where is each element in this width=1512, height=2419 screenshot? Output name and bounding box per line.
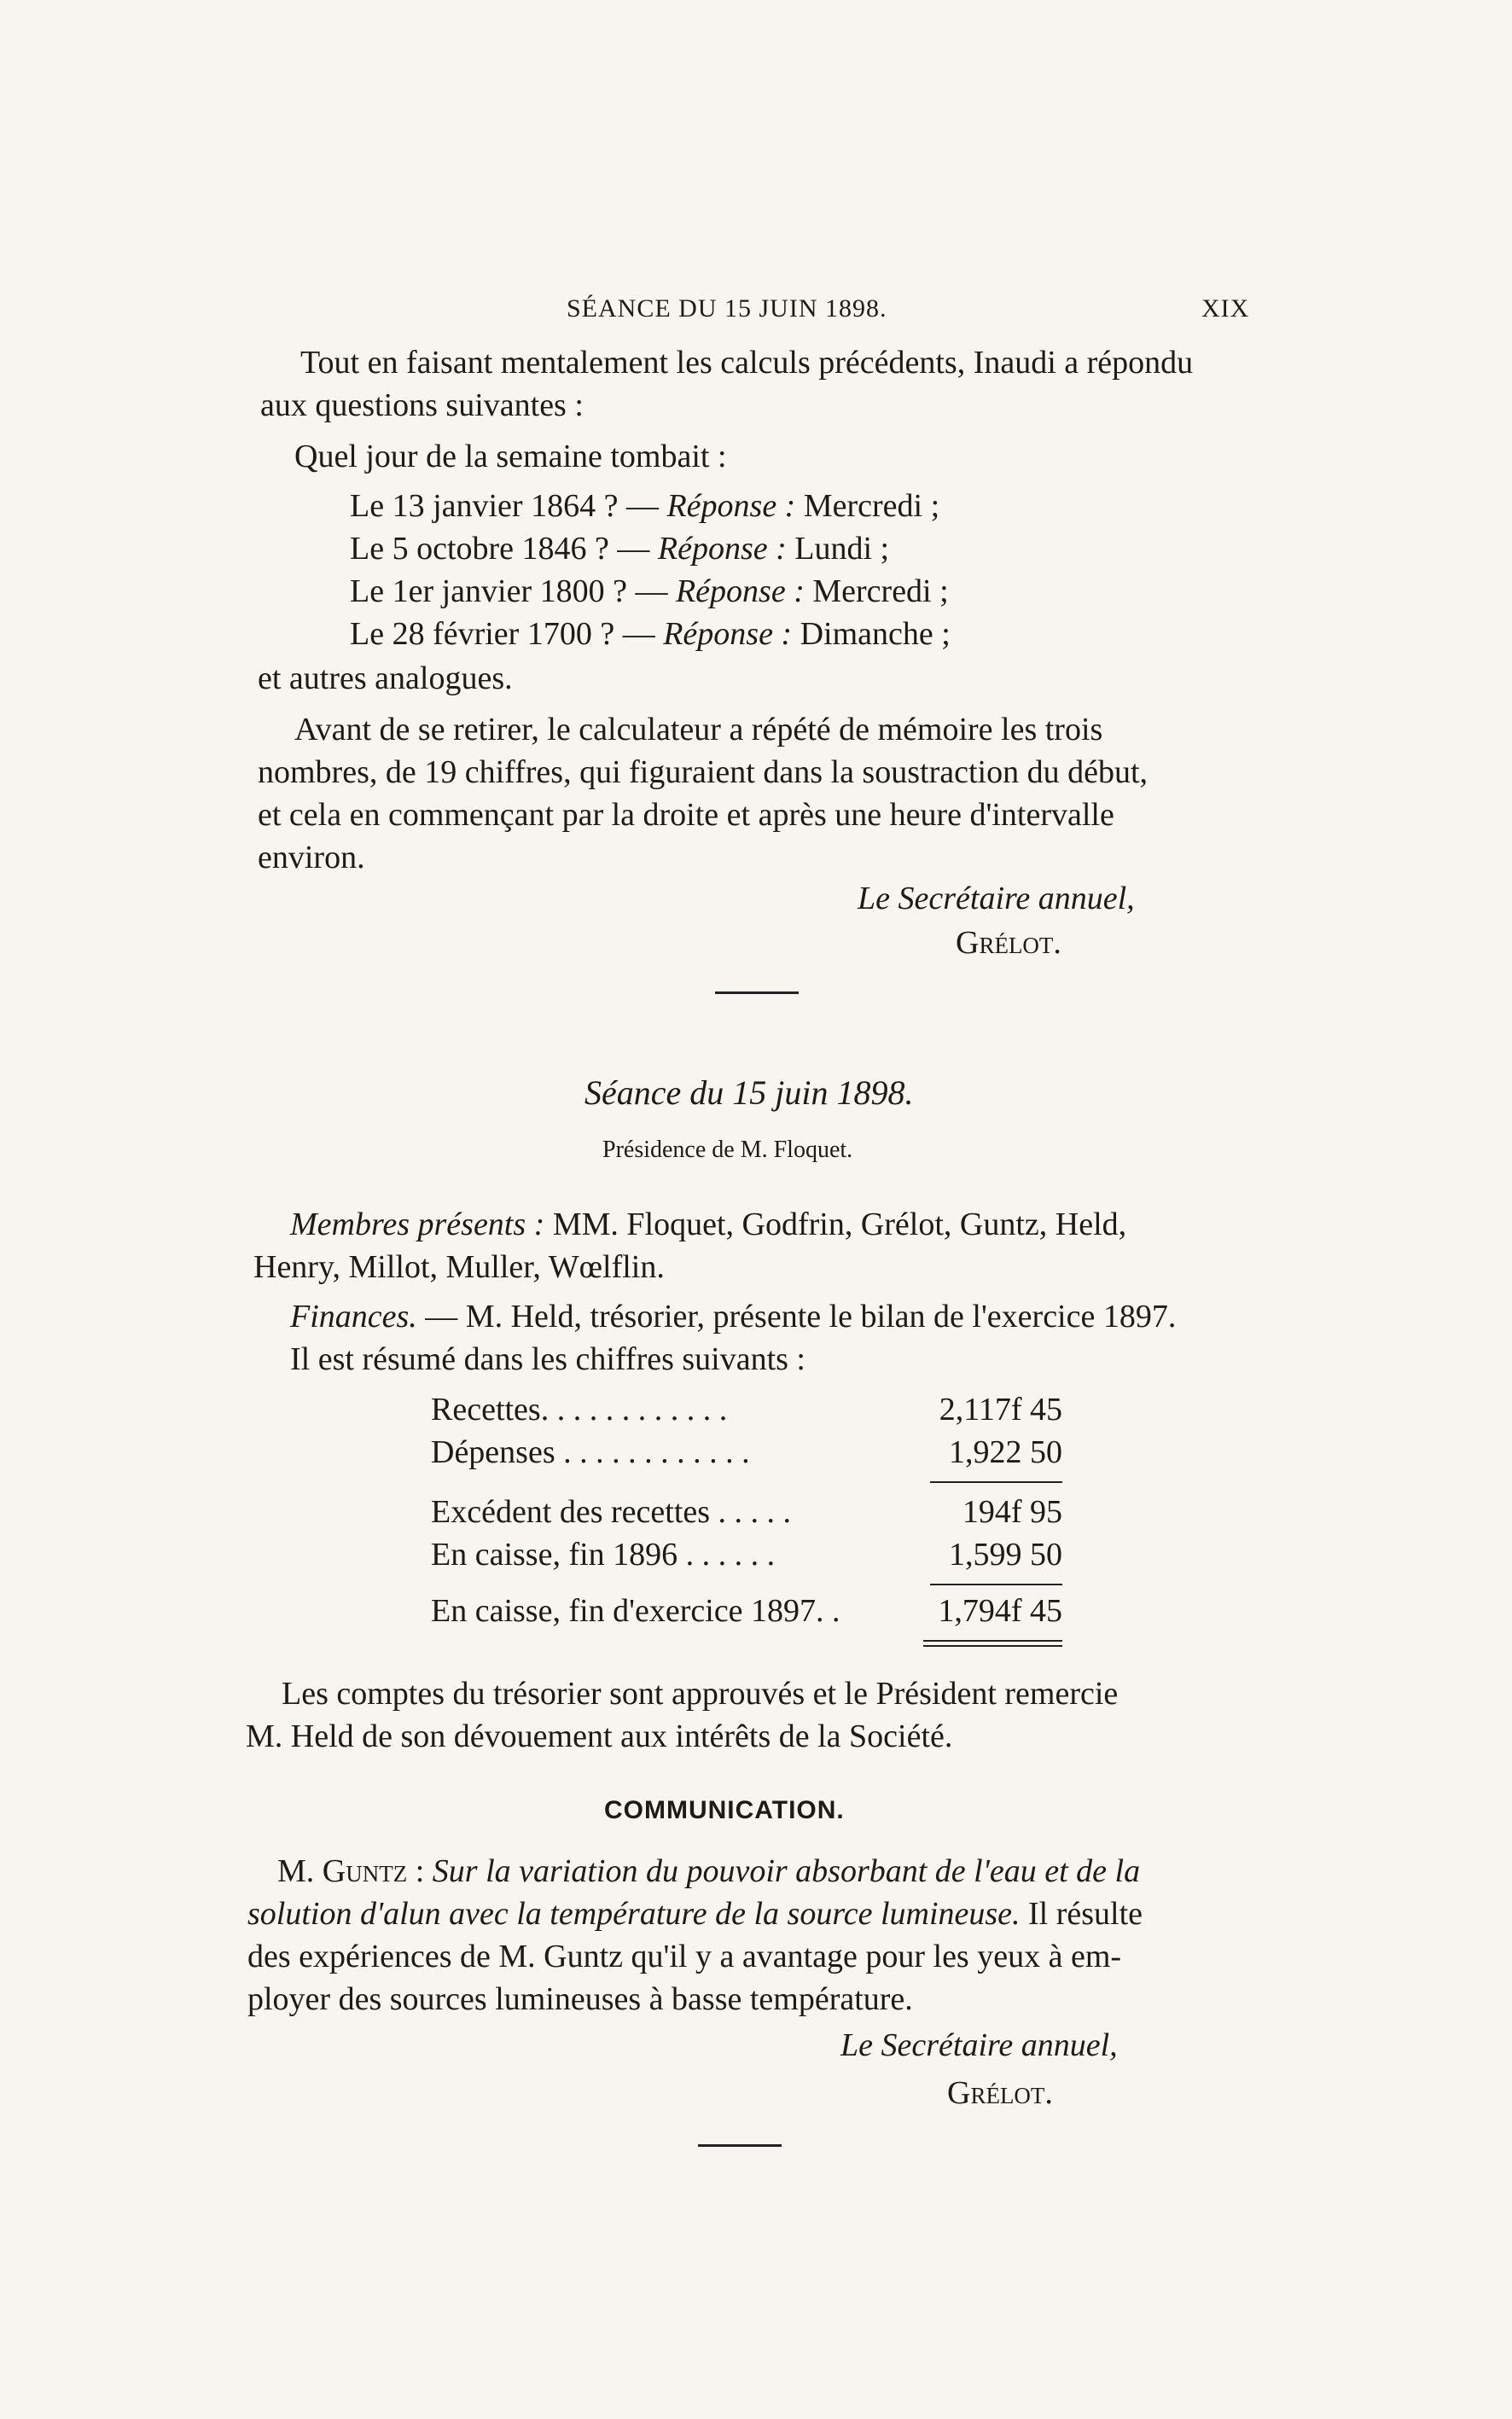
table-row-total — [431, 1592, 1062, 1635]
communication-line-4: ployer des sources lumineuses à basse température. — [247, 1981, 913, 2017]
qa-reponse-label: Réponse : — [657, 531, 787, 567]
row-amount: 1,922 50 — [949, 1434, 1062, 1470]
table-row — [431, 1391, 1062, 1433]
qa-reponse-label: Réponse : — [663, 616, 793, 652]
qa-answer: Lundi ; — [794, 531, 890, 567]
finances-label: Finances. — [290, 1299, 417, 1335]
row-label: Recettes. . . . . . . . . . . . — [431, 1392, 728, 1428]
finances-line-2: Il est résumé dans les chiffres suivants : — [290, 1341, 805, 1377]
membres-line-1 — [290, 1203, 1126, 1246]
signature-role: Le Secrétaire annuel, — [840, 2027, 1118, 2063]
paragraph-line: nombres, de 19 chiffres, qui figuraient dans la soustraction du début, — [258, 754, 1148, 790]
qa-answer: Mercredi ; — [812, 573, 949, 609]
communication-heading: COMMUNICATION. — [604, 1796, 845, 1824]
section-divider — [715, 991, 799, 994]
intro-question: Quel jour de la semaine tombait : — [294, 439, 727, 474]
row-label: Excédent des recettes . . . . . — [431, 1494, 792, 1530]
presidence: Présidence de M. Floquet. — [602, 1137, 853, 1163]
row-amount: 1,794f 45 — [938, 1593, 1062, 1629]
row-label: En caisse, fin d'exercice 1897. . — [431, 1593, 840, 1629]
communication-line-3: des expériences de M. Guntz qu'il y a avantage pour les yeux à em- — [247, 1939, 1122, 1974]
table-row — [431, 1433, 1062, 1476]
seance-title: Séance du 15 juin 1898. — [584, 1073, 914, 1112]
signature-name: Grélot. — [947, 2075, 1053, 2111]
qa-question: Le 28 février 1700 ? — — [350, 616, 655, 652]
membres-names: MM. Floquet, Godfrin, Grélot, Guntz, Held, — [552, 1207, 1127, 1242]
row-label: Dépenses . . . . . . . . . . . . — [431, 1434, 750, 1470]
total-double-rule-bottom — [923, 1645, 1062, 1647]
intro-line-2: aux questions suivantes : — [260, 387, 584, 423]
communication-text: Il résulte — [1028, 1896, 1143, 1932]
qa-question: Le 5 octobre 1846 ? — — [350, 531, 650, 567]
intro-line-1: Tout en faisant mentalement les calculs précédents, Inaudi a répondu — [300, 345, 1194, 381]
communication-title: Sur la variation du pouvoir absorbant de l'eau et de la — [432, 1853, 1141, 1889]
qa-item — [350, 613, 951, 655]
communication-line-2 — [247, 1893, 1143, 1935]
finances-text: — M. Held, trésorier, présente le bilan de l'exercice 1897. — [425, 1299, 1177, 1335]
qa-reponse-label: Réponse : — [675, 573, 805, 609]
page-number: XIX — [1201, 294, 1250, 323]
qa-reponse-label: Réponse : — [666, 488, 796, 524]
qa-question: Le 13 janvier 1864 ? — — [350, 488, 659, 524]
qa-answer: Mercredi ; — [803, 488, 940, 524]
paragraph-line: Avant de se retirer, le calculateur a répété de mémoire les trois — [294, 712, 1103, 747]
after-qa-text: et autres analogues. — [258, 660, 513, 696]
comptes-line-1: Les comptes du trésorier sont approuvés et le Président remercie — [282, 1676, 1119, 1712]
finances-line-1 — [290, 1295, 1176, 1338]
table-row — [431, 1493, 1062, 1536]
qa-item — [350, 570, 949, 613]
comptes-line-2: M. Held de son dévouement aux intérêts de la Société. — [246, 1718, 953, 1754]
qa-question: Le 1er janvier 1800 ? — — [350, 573, 668, 609]
paragraph-line: environ. — [258, 840, 365, 875]
sum-rule — [930, 1584, 1062, 1585]
qa-item — [350, 527, 889, 570]
total-double-rule-top — [923, 1640, 1062, 1642]
communication-line-1 — [277, 1850, 1140, 1893]
row-label: En caisse, fin 1896 . . . . . . — [431, 1537, 776, 1573]
header-title: SÉANCE DU 15 JUIN 1898. — [567, 294, 887, 323]
paragraph-line: et cela en commençant par la droite et après une heure d'intervalle — [258, 797, 1114, 833]
qa-item — [350, 485, 939, 527]
section-divider — [698, 2144, 782, 2147]
table-row — [431, 1536, 1062, 1579]
membres-label: Membres présents : — [290, 1207, 545, 1242]
communication-author: M. Guntz : — [277, 1853, 425, 1889]
qa-answer: Dimanche ; — [800, 616, 951, 652]
row-amount: 1,599 50 — [949, 1537, 1062, 1573]
row-amount: 2,117f 45 — [939, 1392, 1062, 1428]
signature-role: Le Secrétaire annuel, — [858, 881, 1135, 916]
communication-title: solution d'alun avec la température de la source lumineuse. — [247, 1896, 1021, 1932]
membres-line-2: Henry, Millot, Muller, Wœlflin. — [253, 1249, 665, 1285]
signature-name: Grélot. — [956, 925, 1061, 961]
row-amount: 194f 95 — [962, 1494, 1062, 1530]
sum-rule — [930, 1481, 1062, 1483]
